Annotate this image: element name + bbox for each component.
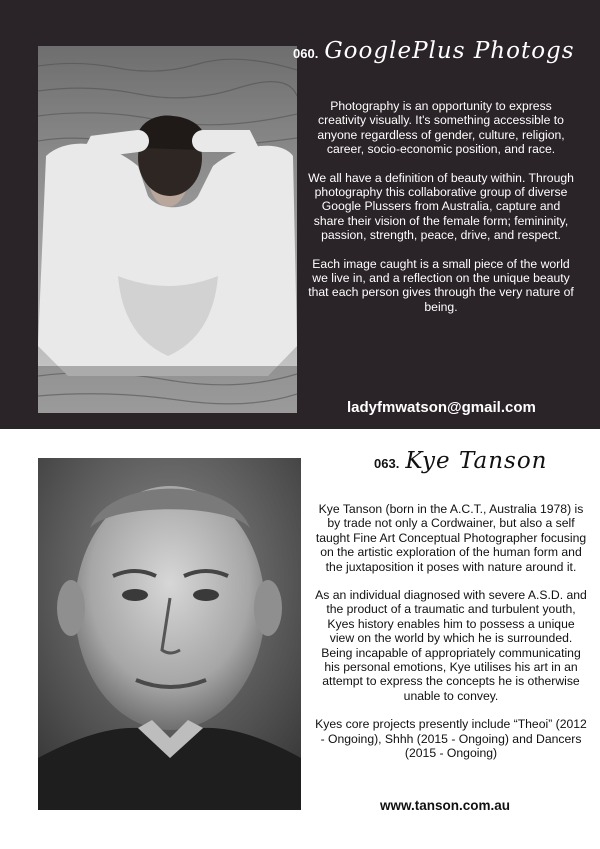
woman-in-water-photo [38,46,297,413]
section1-description [308,99,574,328]
section2-website: www.tanson.com.au [380,798,511,813]
man-portrait-photo [38,458,301,810]
section1-name: GooglePlus Photogs [324,38,575,64]
section2-paragraph: As an individual diagnosed with severe A.S.D. and the product of a traumatic and turbulent youth, Kyes history enables him to possess a unique view on the world by which he is surrounded. Being incapable of appropriately communicating his personal emotions, Kye utilises his art in an attempt to express the concepts he is otherwise unable to convey. [315,588,587,703]
section2-title [374,448,547,474]
section2-paragraph: Kyes core projects presently include “Theoi” (2012 - Ongoing), Shhh (2015 - Ongoing) and Dancers (2015 - Ongoing) [315,717,587,761]
section1-paragraph: Photography is an opportunity to express creativity visually. It's something accessible to anyone regardless of gender, culture, religion, career, socio-economic position, and race. [317,99,565,157]
section2-paragraph: Kye Tanson (born in the A.C.T., Australia 1978) is by trade not only a Cordwainer, but also a self taught Fine Art Conceptual Photographer focusing on the artistic exploration of the human form and the juxtaposition it poses with nature around it. [315,502,587,574]
section1-email: ladyfmwatson@gmail.com [347,399,536,416]
section1-title [293,38,575,64]
section1-number: 060. [293,46,319,61]
section2-name: Kye Tanson [405,448,548,474]
section2-description [314,502,588,775]
section1-paragraph: Each image caught is a small piece of the world we live in, and a reflection on the unique beauty that each person gives through the very nature of being. [308,256,574,314]
section1-paragraph: We all have a definition of beauty within. Through photography this collaborative group of diverse Google Plussers from Australia, capture and share their vision of the female form; femininity, passion, strength, peace, drive, and respect. [308,170,574,243]
section2-number: 063. [374,456,400,471]
